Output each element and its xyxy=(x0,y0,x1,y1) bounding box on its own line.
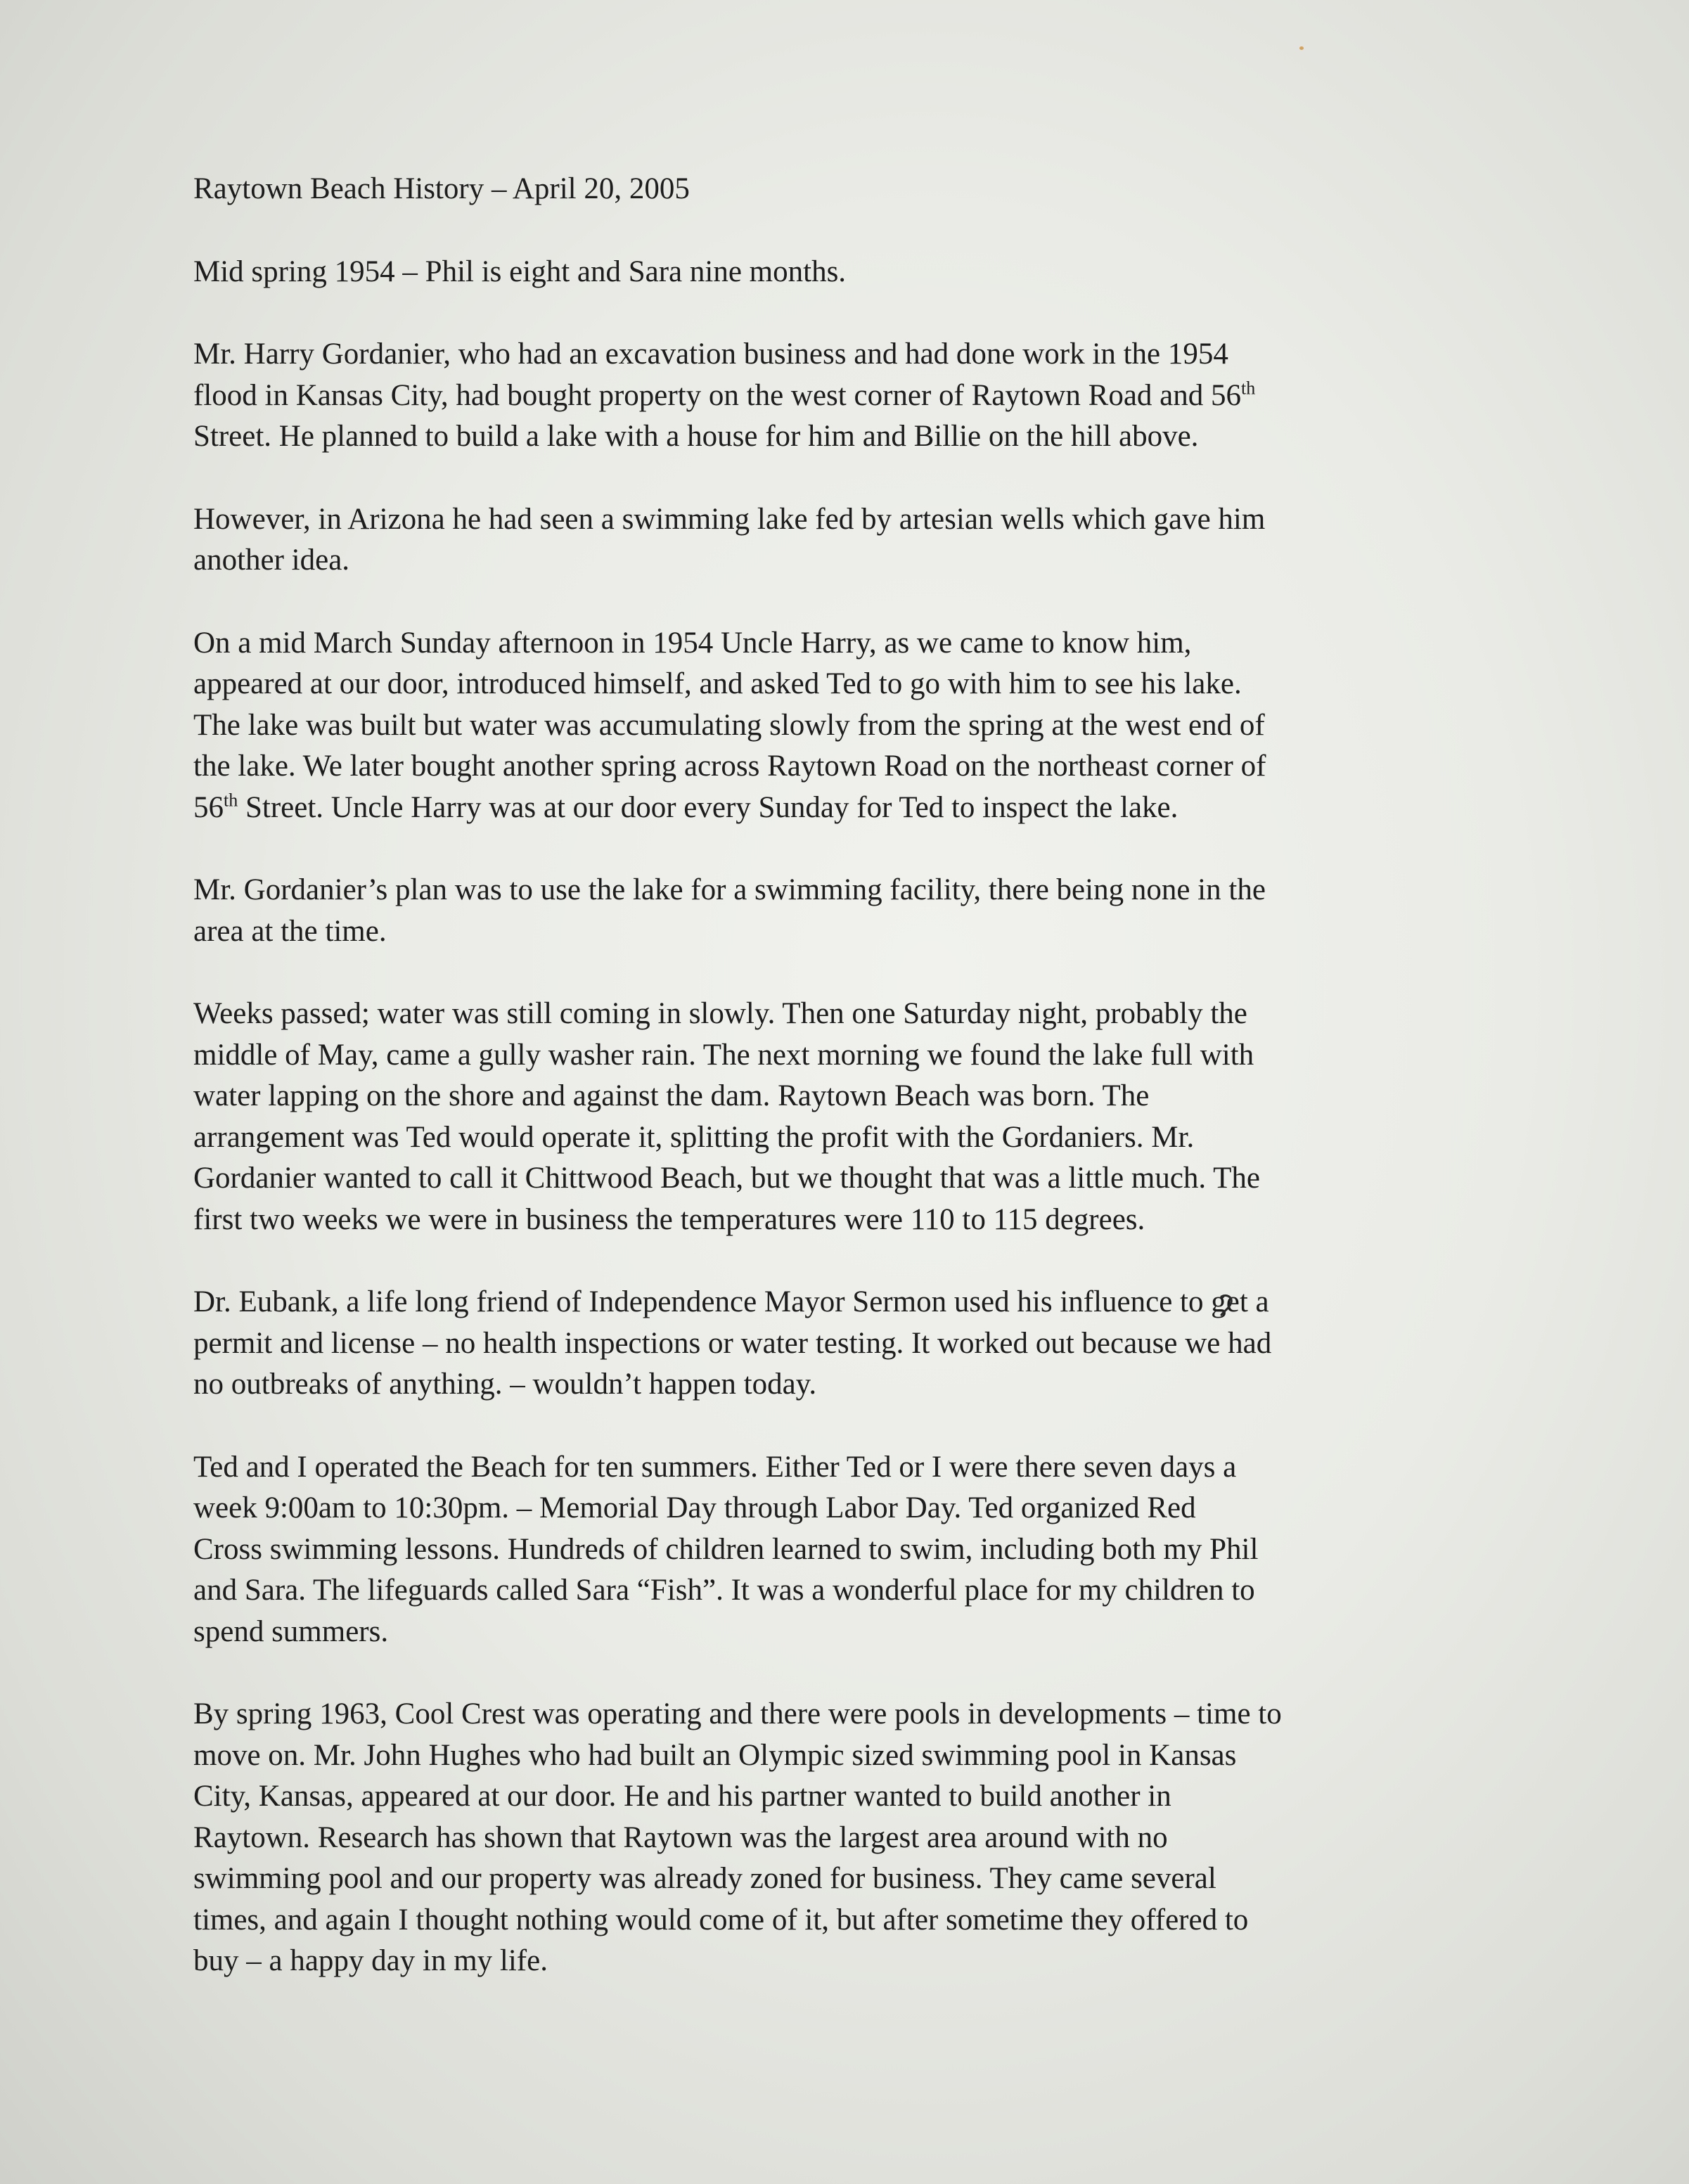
ordinal-suffix: th xyxy=(1241,378,1256,399)
paragraph-8: Ted and I operated the Beach for ten summers. Either Ted or I were there seven days a week 9:00am to 10:30pm. – Memorial Day through Labor Day. Ted organized Red Cross swimming lessons. Hundreds of children learned to swim, including both my Phil and Sara. The lifeguards called Sara “Fish”. It was a wonderful place for my children to spend summers. xyxy=(193,1450,1259,1648)
paragraph-1: Mid spring 1954 – Phil is eight and Sara nine months. xyxy=(193,255,847,288)
paragraph-4-lines: On a mid March Sunday afternoon in 1954 Uncle Harry, as we came to know him, appeared at our door, introduced himself, and asked Ted to go with him to see his lake. The lake was built but water was accumulating slowly from the spring at the west end of the lake. We later bought another spring across Raytown Road on the northeast corner of 56 xyxy=(193,626,1266,824)
paragraph-4-end: Street. Uncle Harry was at our door every Sunday for Ted to inspect the lake. xyxy=(238,790,1179,824)
paragraph-7: Dr. Eubank, a life long friend of Independence Mayor Sermon used his influence to get a permit and license – no health inspections or water testing. It worked out because we had no outbreaks of anything. – wouldn’t happen today. xyxy=(193,1285,1272,1401)
paragraph-2-line-3: Street. He planned to build a lake with a house for him and Billie on the hill above. xyxy=(193,420,1199,453)
paragraph-6: Weeks passed; water was still coming in slowly. Then one Saturday night, probably the middle of May, came a gully washer rain. The next morning we found the lake full with water lapping on the shore and against the dam. Raytown Beach was born. The arrangement was Ted would operate it, splitting the profit with the Gordaniers. Mr. Gordanier wanted to call it Chittwood Beach, but we thought that was a little much. The first two weeks we were in business the temperatures were 110 to 115 degrees. xyxy=(193,997,1260,1236)
paragraph-2 xyxy=(193,334,1515,458)
handwritten-comma-mark xyxy=(1219,1292,1240,1316)
paragraph-5: Mr. Gordanier’s plan was to use the lake for a swimming facility, there being none in the area at the time. xyxy=(193,873,1266,948)
paragraph-3: However, in Arizona he had seen a swimming lake fed by artesian wells which gave him another idea. xyxy=(193,502,1266,577)
paper-speck xyxy=(1299,46,1304,50)
paragraph-2-line-1: Mr. Harry Gordanier, who had an excavation business and had done work in the 1954 xyxy=(193,338,1228,371)
document-title: Raytown Beach History – April 20, 2005 xyxy=(193,172,690,205)
ordinal-suffix: th xyxy=(224,790,238,811)
paragraph-2-line-2: flood in Kansas City, had bought property on the west corner of Raytown Road and 56 xyxy=(193,378,1241,412)
paragraph-9: By spring 1963, Cool Crest was operating and there were pools in developments – time to move on. Mr. John Hughes who had built an Olympic sized swimming pool in Kansas City, Kansas, appeared at our door. He and his partner wanted to build another in Raytown. Research has shown that Raytown was the largest area around with no swimming pool and our property was already zoned for business. They came several times, and again I thought nothing would come of it, but after sometime they offered to buy – a happy day in my life. xyxy=(193,1697,1282,1977)
document-body xyxy=(193,169,1515,2024)
paragraph-4 xyxy=(193,623,1515,829)
